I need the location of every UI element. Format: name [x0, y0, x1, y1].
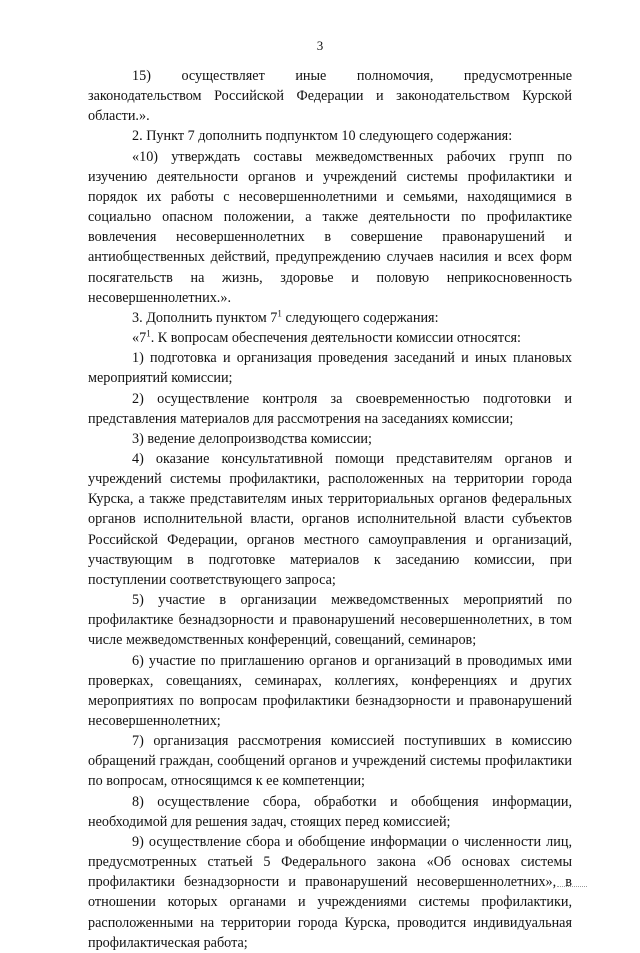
list-item-1: 1) подготовка и организация проведения заседаний и иных плановых мероприятий комиссии;: [88, 350, 572, 387]
page-number: 3: [316, 38, 324, 53]
paragraph-subpoint-10: «10) утверждать составы межведомственных рабочих групп по изучению деятельности органов и учреждений системы профилактики и порядок их работы с несовершеннолетними и семьями, находящимися в социально опасном положении, а также деятельности по профилактике вовлечения несовершеннолетних в совершение правонарушений и антиобщественных действий, предупреждению случаев насилия и всех форм посягательств на жизнь, здоровье и половую неприкосновенность несовершеннолетних.».: [88, 148, 572, 306]
list-item-5: 5) участие в организации межведомственных мероприятий по профилактике безнадзорности и правонарушений несовершеннолетних, в том числе межведомственных конференций, совещаний, семинаров;: [88, 592, 572, 649]
clause-7-1-text-end: . К вопросам обеспечения деятельности комиссии относятся:: [150, 330, 521, 347]
clause-7-1-text-start: «7: [132, 330, 147, 347]
paragraph-point-2: 2. Пункт 7 дополнить подпунктом 10 следующего содержания:: [132, 128, 513, 145]
list-item-3: 3) ведение делопроизводства комиссии;: [132, 430, 372, 447]
clause-7-1-superscript: 1: [146, 328, 151, 339]
paragraph-clause-7-1: [88, 328, 572, 348]
document-body: [88, 66, 572, 953]
point-3-text-end: следующего содержания:: [281, 309, 439, 326]
point-3-superscript: 1: [277, 308, 282, 319]
list-item-7: 7) организация рассмотрения комиссией поступивших в комиссию обращений граждан, сообщений органов и учреждений системы профилактики по вопросам, относящимся к ее компетенции;: [88, 733, 572, 790]
footer-dotted-mark: [557, 886, 587, 887]
point-3-text-start: 3. Дополнить пунктом 7: [132, 309, 278, 326]
paragraph-item-15: 15) осуществляет иные полномочия, предусмотренные законодательством Российской Федерации и законодательством Курской области.».: [88, 68, 572, 125]
list-item-6: 6) участие по приглашению органов и организаций в проводимых ими проверках, совещаниях, семинарах, коллегиях, конференциях и других мероприятиях по вопросам профилактики безнадзорности и правонарушений несовершеннолетних;: [88, 652, 572, 729]
paragraph-point-3: [88, 308, 572, 328]
list-item-4: 4) оказание консультативной помощи представителям органов и учреждений системы профилактики, расположенных на территории города Курска, а также представителям иных территориальных органов федеральных органов исполнительной власти, органов исполнительной власти субъектов Российской Федерации, органов местного самоуправления и организаций, участвующим в подготовке материалов к заседанию комиссии, при поступлении соответствующего запроса;: [88, 450, 572, 588]
list-item-8: 8) осуществление сбора, обработки и обобщения информации, необходимой для решения задач, стоящих перед комиссией;: [88, 793, 572, 830]
list-item-9: 9) осуществление сбора и обобщение информации о численности лиц, предусмотренных статьей 5 Федерального закона «Об основах системы профилактики безнадзорности и правонарушений несовершеннолетних», в отношении которых органами и учреждениями системы профилактики, расположенными на территории города Курска, проводится индивидуальная профилактическая работа;: [88, 833, 572, 951]
list-item-2: 2) осуществление контроля за своевременностью подготовки и представления материалов для рассмотрения на заседаниях комиссии;: [88, 390, 572, 427]
